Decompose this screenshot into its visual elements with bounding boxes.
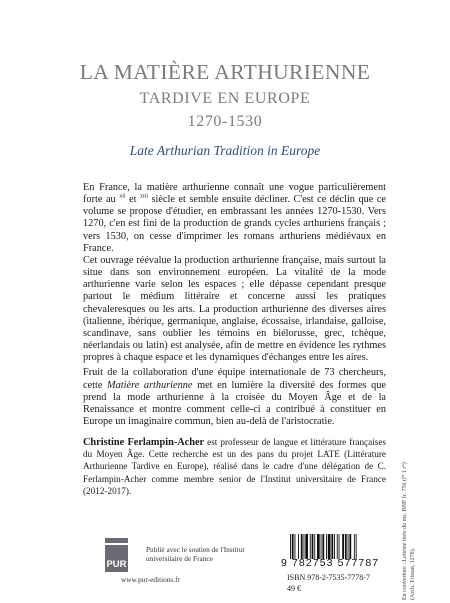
paragraph-1-text-c: siècle et semble ensuite décliner. C'est ce déclin que ce volume se propose d'étudier, en embrassant les années 1270-1530. Vers 1270, c'en est fini de la production de grands cycles arthuriens français ; vers 1530, on cesse d'imprimer les romans arthuriens médiévaux en France.	[83, 194, 386, 254]
price: 49 €	[287, 584, 301, 593]
barcode-bar	[339, 534, 340, 559]
paragraph-1-text-b: et	[125, 194, 140, 206]
subtitle: Late Arthurian Tradition in Europe	[129, 143, 321, 158]
isbn: ISBN 978-2-7535-7778-7	[287, 573, 370, 582]
barcode-bar	[334, 534, 335, 559]
barcode-bar	[331, 534, 333, 559]
barcode-bar	[314, 534, 315, 559]
barcode-bar	[345, 534, 347, 559]
barcode-bar	[304, 534, 305, 559]
barcode-bar	[328, 534, 331, 559]
barcode-bar	[301, 534, 303, 559]
barcode-bar	[312, 534, 314, 559]
author-bio-text: est professeur de langue et littérature françaises du Moyen Âge. Cette recherche est un des pans du projet LATE (Littérature Arthurienne Tardive en Europe), réalisé dans le cadre d'une délégation de C. Ferlampin-Acher comme membre senior de l'Institut universitaire de France (2012-2017).	[83, 437, 386, 496]
barcode-bar	[322, 534, 324, 559]
barcode-bar	[292, 534, 294, 559]
barcode-bar	[354, 534, 355, 559]
title-line-3: 1270-1530	[187, 113, 263, 130]
barcode-bar	[349, 534, 351, 559]
publisher-website: www.pur-editions.fr	[121, 575, 180, 584]
superscript-12: xii	[119, 193, 126, 200]
paragraph-3	[83, 367, 386, 428]
support-notice: Publié avec le soutien de l'Institut universitaire de France	[146, 545, 245, 563]
barcode-bar	[290, 534, 291, 559]
publisher-logo	[105, 545, 128, 572]
back-cover-text	[83, 182, 386, 498]
publisher-logo-text: PUR	[106, 559, 127, 570]
paragraph-1-text-a: En France, la matière arthurienne connaît une vogue particulièrement forte au	[83, 182, 386, 206]
paragraph-3-text-b: met en lumière la diversité des formes que prend la mode arthurienne à la croisée du Moyen Âge et de la Renaissance et montre comment celle-ci a contribué à constituer en Europe un imaginaire commun, bien au-delà de l'aristocratie.	[83, 379, 386, 427]
cover-credit: En couverture : Lettrine tirée du ms. BNF fr. 756 (f° 1 r°) (Arch. Tristan, 1278).	[402, 462, 416, 600]
barcode-bar	[317, 534, 320, 559]
barcode-bar	[342, 534, 344, 559]
barcode-bar	[305, 534, 308, 559]
barcode-bar	[326, 534, 327, 559]
title-line-2: TARDIVE EN EUROPE	[139, 90, 311, 107]
barcode-bars	[290, 534, 357, 559]
paragraph-2: Cet ouvrage réévalue la production arthurienne française, mais surtout la situe dans son environnement européen. La vitalité de la mode arthurienne varie selon les espaces ; elle dépasse cependant presque partout le médium littéraire et concerne aussi les pratiques chevaleresques ou les arts. La production arthurienne des diverses aires (italienne, ibérique, germanique, anglaise, écossaise, irlandaise, galloise, scandinave, sans oublier les témoins en biélorusse, grec, tchèque, néerlandais ou latin) est analysée, afin de mettre en évidence les rythmes propres à chaque espace et les dynamiques d'échanges entre les aires.	[83, 254, 386, 364]
barcode-bar	[337, 534, 338, 559]
paragraph-3-text-a: Fruit de la collaboration d'une équipe internationale de 73 chercheurs, cette	[83, 367, 386, 391]
author-name: Christine Ferlampin-Acher	[83, 437, 205, 449]
barcode-bar	[321, 534, 322, 559]
publisher-logo-bar	[105, 538, 128, 543]
barcode-bar	[356, 534, 357, 559]
superscript-13: xiii	[140, 193, 149, 200]
author-bio	[83, 437, 386, 498]
barcode-bar	[348, 534, 349, 559]
paragraph-3-italic: Matière arthurienne	[107, 379, 193, 391]
barcode-bar	[310, 534, 311, 559]
barcode-digits: 9 782753 577787	[281, 557, 380, 569]
barcode-bar	[298, 534, 299, 559]
paragraph-1	[83, 182, 386, 255]
barcode-bar	[295, 534, 296, 559]
title-line-1: LA MATIÈRE ARTHURIENNE	[79, 60, 371, 84]
